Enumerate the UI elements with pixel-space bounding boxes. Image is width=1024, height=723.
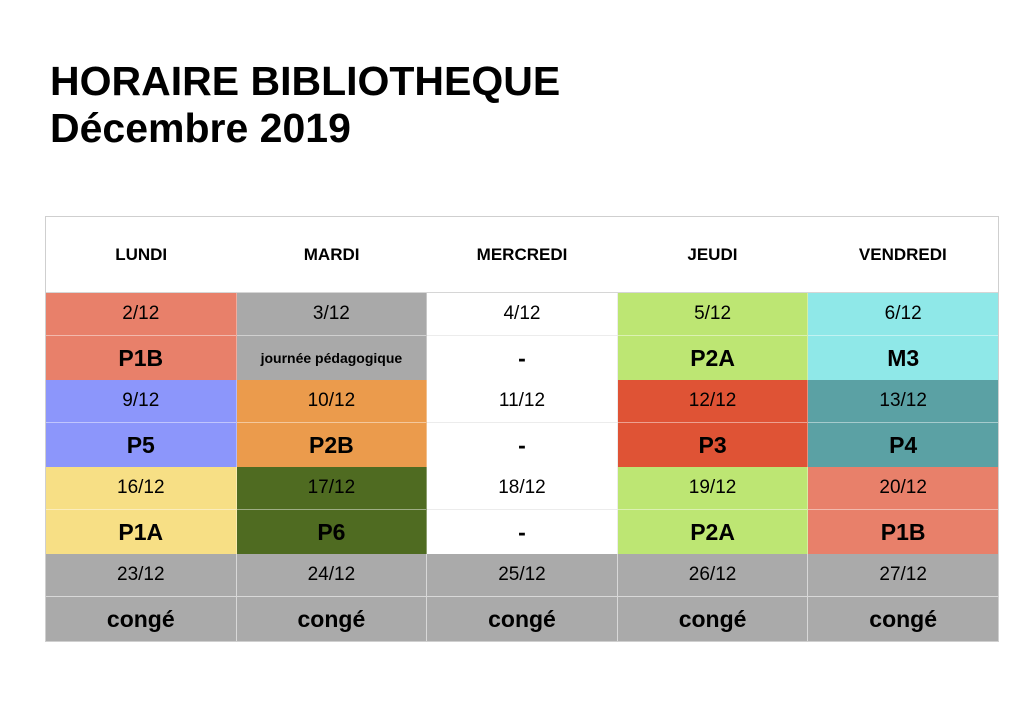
day-group: journée pédagogique bbox=[260, 350, 403, 366]
day-date: 20/12 bbox=[808, 467, 998, 510]
day-cell bbox=[427, 380, 618, 467]
day-group: congé bbox=[106, 605, 175, 632]
title-line-2: Décembre 2019 bbox=[50, 105, 351, 151]
day-date: 5/12 bbox=[618, 293, 808, 336]
day-group: P5 bbox=[126, 431, 155, 458]
day-group: P2A bbox=[690, 344, 735, 371]
day-date: 26/12 bbox=[618, 554, 808, 597]
header-mercredi: MERCREDI bbox=[476, 244, 568, 264]
day-group: P2A bbox=[690, 518, 735, 545]
schedule-table bbox=[45, 216, 999, 642]
day-cell bbox=[808, 293, 998, 380]
day-group: P6 bbox=[317, 518, 346, 545]
day-date: 10/12 bbox=[237, 380, 427, 423]
day-cell bbox=[808, 467, 998, 554]
day-cell bbox=[427, 293, 618, 380]
day-group: P1B bbox=[880, 518, 926, 545]
day-date: 11/12 bbox=[427, 380, 617, 423]
day-group: P4 bbox=[889, 431, 918, 458]
day-cell bbox=[46, 467, 237, 554]
day-date: 23/12 bbox=[46, 554, 236, 597]
day-date: 27/12 bbox=[808, 554, 998, 597]
page-title bbox=[50, 58, 560, 152]
day-cell bbox=[618, 467, 809, 554]
week-row bbox=[46, 467, 998, 554]
header-lundi: LUNDI bbox=[115, 244, 168, 264]
day-group: congé bbox=[678, 605, 747, 632]
day-cell bbox=[427, 554, 618, 641]
day-group: - bbox=[518, 518, 526, 545]
day-date: 19/12 bbox=[618, 467, 808, 510]
header-jeudi: JEUDI bbox=[687, 244, 738, 264]
week-row bbox=[46, 554, 998, 641]
day-cell bbox=[46, 554, 237, 641]
day-date: 24/12 bbox=[237, 554, 427, 597]
day-date: 6/12 bbox=[808, 293, 998, 336]
day-cell bbox=[46, 380, 237, 467]
day-group: - bbox=[518, 344, 526, 371]
day-group: P1A bbox=[118, 518, 164, 545]
day-group: congé bbox=[297, 605, 366, 632]
day-cell bbox=[618, 293, 809, 380]
day-cell bbox=[618, 380, 809, 467]
day-group: P1B bbox=[118, 344, 164, 371]
day-date: 16/12 bbox=[46, 467, 236, 510]
day-date: 3/12 bbox=[237, 293, 427, 336]
day-group: M3 bbox=[887, 344, 920, 371]
day-date: 18/12 bbox=[427, 467, 617, 510]
day-group: congé bbox=[869, 605, 938, 632]
header-mardi: MARDI bbox=[303, 244, 360, 264]
day-cell bbox=[46, 293, 237, 380]
day-cell bbox=[237, 467, 428, 554]
header-vendredi: VENDREDI bbox=[858, 244, 947, 264]
day-cell bbox=[427, 467, 618, 554]
title-line-1: HORAIRE BIBLIOTHEQUE bbox=[50, 58, 561, 104]
day-date: 25/12 bbox=[427, 554, 617, 597]
week-row bbox=[46, 293, 998, 380]
day-date: 17/12 bbox=[237, 467, 427, 510]
day-group: - bbox=[518, 431, 526, 458]
day-group: congé bbox=[488, 605, 556, 632]
day-cell bbox=[808, 380, 998, 467]
day-group: P3 bbox=[698, 431, 727, 458]
day-date: 4/12 bbox=[427, 293, 617, 336]
day-cell bbox=[237, 293, 428, 380]
day-date: 9/12 bbox=[46, 380, 236, 423]
day-date: 13/12 bbox=[808, 380, 998, 423]
day-cell bbox=[808, 554, 998, 641]
day-cell bbox=[237, 554, 428, 641]
day-cell bbox=[618, 554, 809, 641]
day-group: P2B bbox=[309, 431, 354, 458]
weeks-body bbox=[46, 293, 998, 641]
weekday-header-row bbox=[46, 217, 998, 293]
day-cell bbox=[237, 380, 428, 467]
day-date: 12/12 bbox=[618, 380, 808, 423]
day-date: 2/12 bbox=[46, 293, 236, 336]
week-row bbox=[46, 380, 998, 467]
